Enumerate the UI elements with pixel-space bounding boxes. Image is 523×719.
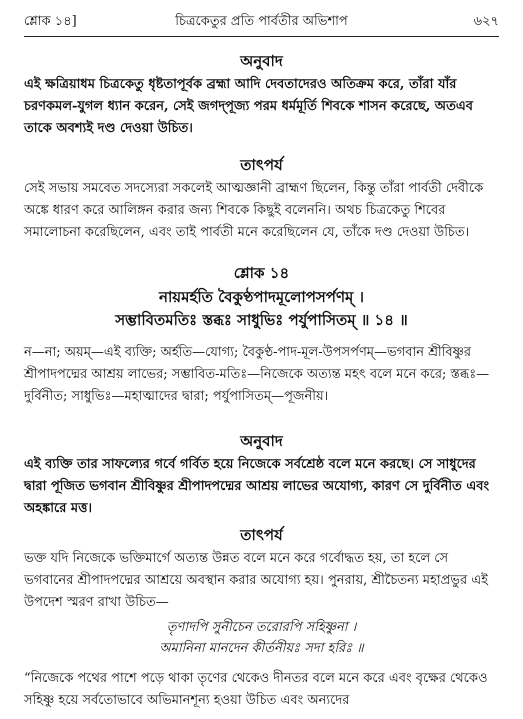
page-number: ৬২৭ [473,14,499,29]
translation-text-2: এই ব্যক্তি তার সাফল্যের গর্বে গর্বিত হয়ে নিজেকে সর্বশ্রেষ্ঠ বলে মনে করছে। সে সাধুদের দ্বারা পূজিত ভগবান শ্রীবিষ্ণুর শ্রীপাদপদ্মের আশ্রয় লাভের অযোগ্য, কারণ সে দুর্বিনীত এবং অহঙ্কারে মত্ত। [24,457,490,516]
header-divider [24,36,499,37]
purport-text-1: সেই সভায় সমবেত সদস্যেরা সকলেই আত্মজ্ঞানী ব্রাহ্মণ ছিলেন, কিন্তু তাঁরা পার্বতী দেবীকে অঙ্কে ধারণ করে আলিঙ্গন করার জন্য শিবকে কিছুই বলেননি। অথচ চিত্রকেতু শিবের সমালোচনা করেছিলেন, এবং তাই পার্বতী মনে করেছিলেন যে, তাঁকে দণ্ড দেওয়া উচিত। [24,181,484,240]
purport-heading-1: তাৎপর্য [240,156,283,174]
closing-text: “নিজেকে পথের পাশে পড়ে থাকা তৃণের থেকেও দীনতর বলে মনে করে এবং বৃক্ষের থেকেও সহিষ্ণু হয়ে সর্বতোভাবে অভিমানশূন্য হওয়া উচিত এবং অন্যদের [24,671,488,708]
quote-line-1: তৃণাদপি সুনীচেন তরোরপি সহিষ্ণুনা । [166,620,357,635]
page-header [24,12,499,34]
translation-heading-1: অনুবাদ [240,52,283,70]
synonyms-text: ন—না; অয়ম্—এই ব্যক্তি; অর্হতি—যোগ্য; বৈকুণ্ঠ-পাদ-মূল-উপসর্পণম্—ভগবান শ্রীবিষ্ণুর শ্রীপাদপদ্মের আশ্রয় লাভের; সম্ভাবিত-মতিঃ—নিজেকে অত্যন্ত মহৎ বলে মনে করে; স্তব্ধঃ—দুর্বিনীত; সাধুভিঃ—মহাত্মাদের দ্বারা; পর্যুপাসিতম্—পূজনীয়। [24,345,490,404]
verse-heading: শ্লোক ১৪ [233,264,290,282]
translation-text-1: এই ক্ষত্রিয়াধম চিত্রকেতু ধৃষ্টতাপূর্বক ব্রহ্মা আদি দেবতাদেরও অতিক্রম করে, তাঁরা যাঁর চরণকমল-যুগল ধ্যান করেন, সেই জগদ্পূজ্য পরম ধর্মমূর্তি শিবকে শাসন করেছে, অতএব তাকে অবশ্যই দণ্ড দেওয়া উচিত। [24,77,473,136]
quote-line-2: অমানিনা মানদেন কীর্তনীয়ঃ সদা হরিঃ ॥ [159,641,364,656]
translation-heading-2: অনুবাদ [240,432,283,450]
verse-line-1: নায়মর্হতি বৈকুণ্ঠপাদমূলোপসর্পণম্ । [159,288,364,306]
purport-heading-2: তাৎপর্য [240,526,283,544]
purport-text-2: ভক্ত যদি নিজেকে ভক্তিমার্গে অত্যন্ত উন্নত বলে মনে করে গর্বোদ্ধত হয়, তা হলে সে ভগবানের শ্রীপাদপদ্মের আশ্রয়ে অবস্থান করার অযোগ্য হয়। পুনরায়, শ্রীচৈতন্য মহাপ্রভুর এই উপদেশ স্মরণ রাখা উচিত— [24,551,488,610]
header-verse-ref: শ্লোক ১৪] [24,14,77,29]
header-chapter-title: চিত্রকেতুর প্রতি পার্বতীর অভিশাপ [175,14,348,29]
verse-line-2: সম্ভাবিতমতিঃ স্তব্ধঃ সাধুভিঃ পর্যুপাসিতম্ ॥ ১৪ ॥ [115,311,408,329]
